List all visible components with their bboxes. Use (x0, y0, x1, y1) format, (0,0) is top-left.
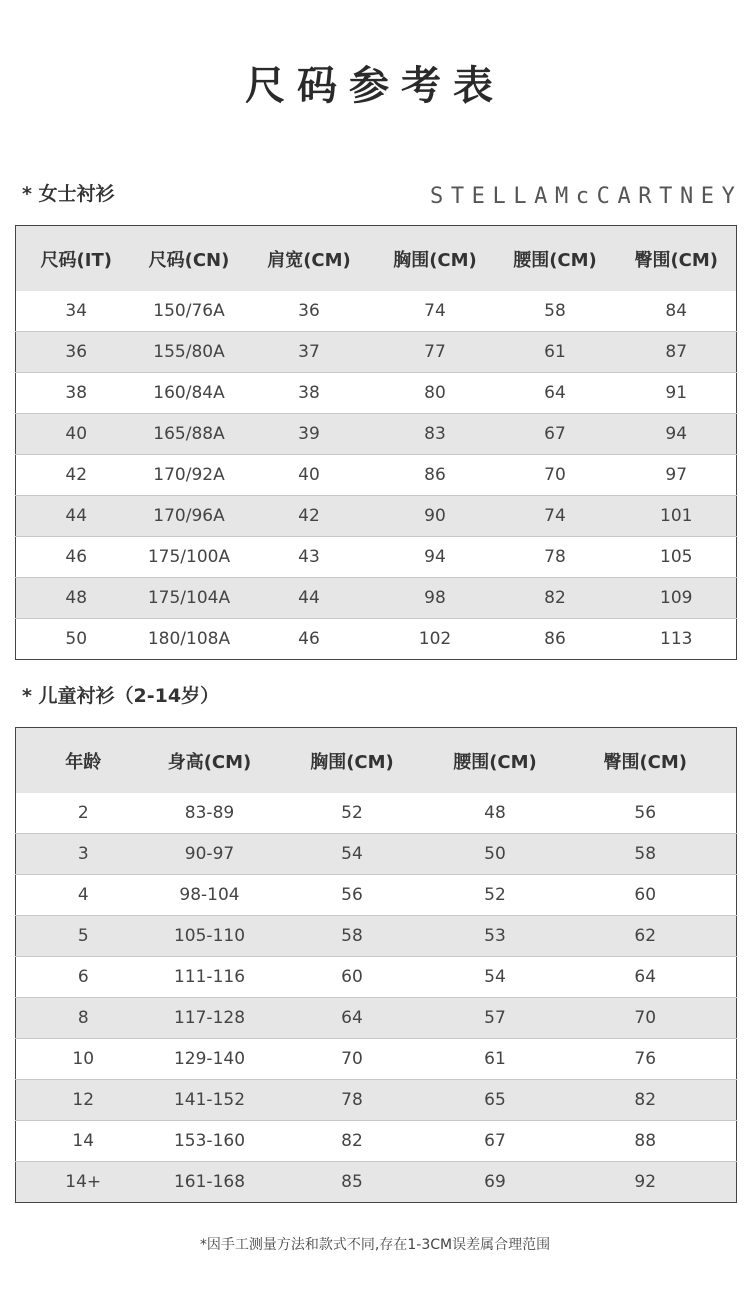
table-cell: 84 (665, 301, 688, 321)
table-cell: 56 (269, 875, 436, 916)
table-cell: 36 (298, 301, 320, 321)
table-row (16, 578, 737, 619)
table-cell: 90-97 (151, 834, 269, 875)
table-row (16, 414, 737, 455)
table-row (16, 957, 737, 998)
table-cell: 2 (77, 803, 89, 823)
brand-logo: S T E L L A M c C A R T N E Y (430, 183, 735, 209)
table-cell: 165/88A (137, 414, 242, 455)
table-cell: 69 (436, 1162, 555, 1203)
table-cell: 92 (555, 1162, 737, 1203)
table-cell: 52 (436, 875, 555, 916)
table-cell: 160/84A (137, 373, 242, 414)
table-cell: 44 (242, 578, 377, 619)
table-cell: 70 (555, 998, 737, 1039)
table-cell: 170/92A (137, 455, 242, 496)
women-size-table (15, 225, 737, 660)
table-row (16, 332, 737, 373)
table-cell: 34 (65, 301, 88, 321)
column-header: 年龄 (16, 728, 151, 794)
table-cell: 48 (16, 578, 137, 619)
table-cell: 180/108A (137, 619, 242, 660)
table-cell: 111-116 (151, 957, 269, 998)
table-cell: 46 (16, 537, 137, 578)
table-row (16, 619, 737, 660)
table-cell: 3 (16, 834, 151, 875)
table-cell: 14 (16, 1121, 151, 1162)
table-row (16, 1039, 737, 1080)
table-cell: 37 (242, 332, 377, 373)
table-cell: 117-128 (151, 998, 269, 1039)
table-cell: 98 (377, 578, 494, 619)
table-cell: 82 (269, 1121, 436, 1162)
table-cell: 62 (555, 916, 737, 957)
table-cell: 74 (494, 496, 617, 537)
table-cell: 77 (377, 332, 494, 373)
table-cell: 64 (555, 957, 737, 998)
table-cell: 78 (494, 537, 617, 578)
table-cell: 102 (377, 619, 494, 660)
kids-size-table (15, 727, 737, 1203)
table-cell: 94 (377, 537, 494, 578)
table-row (16, 373, 737, 414)
table-cell: 54 (436, 957, 555, 998)
table-cell: 5 (16, 916, 151, 957)
table-cell: 58 (555, 834, 737, 875)
table-row (16, 834, 737, 875)
table-cell: 161-168 (151, 1162, 269, 1203)
table-cell: 78 (269, 1080, 436, 1121)
table-cell: 64 (269, 998, 436, 1039)
table-cell: 40 (242, 455, 377, 496)
table-cell: 14+ (16, 1162, 151, 1203)
table-cell: 43 (242, 537, 377, 578)
table-cell: 58 (544, 301, 566, 321)
column-header: 尺码(CN) (137, 226, 242, 292)
table-cell: 61 (494, 332, 617, 373)
table-cell: 46 (242, 619, 377, 660)
table-cell: 67 (494, 414, 617, 455)
table-cell: 70 (494, 455, 617, 496)
table-cell: 80 (377, 373, 494, 414)
table-cell: 87 (617, 332, 737, 373)
table-cell: 83-89 (184, 803, 235, 823)
table-cell: 109 (617, 578, 737, 619)
table-row (16, 496, 737, 537)
column-header: 胸围(CM) (377, 226, 494, 292)
table-cell: 8 (16, 998, 151, 1039)
table-row (16, 1080, 737, 1121)
table-cell: 97 (617, 455, 737, 496)
table-cell: 94 (617, 414, 737, 455)
page-title: 尺码参考表 (245, 63, 505, 109)
table-cell: 91 (617, 373, 737, 414)
table-cell: 60 (269, 957, 436, 998)
table-cell: 76 (555, 1039, 737, 1080)
table-row (16, 916, 737, 957)
column-header: 尺码(IT) (16, 226, 137, 292)
table-row (16, 1162, 737, 1203)
table-cell: 67 (436, 1121, 555, 1162)
table-cell: 70 (269, 1039, 436, 1080)
table-cell: 85 (269, 1162, 436, 1203)
table-row (16, 291, 737, 332)
table-cell: 129-140 (151, 1039, 269, 1080)
table-row (16, 793, 737, 834)
column-header: 臀围(CM) (617, 226, 737, 292)
table-cell: 57 (436, 998, 555, 1039)
table-cell: 105 (617, 537, 737, 578)
table-cell: 60 (555, 875, 737, 916)
table-cell: 170/96A (137, 496, 242, 537)
table-cell: 42 (242, 496, 377, 537)
table-cell: 58 (269, 916, 436, 957)
table-cell: 50 (16, 619, 137, 660)
table-cell: 155/80A (137, 332, 242, 373)
table-cell: 82 (555, 1080, 737, 1121)
column-header: 胸围(CM) (269, 728, 436, 794)
table-cell: 175/100A (137, 537, 242, 578)
table-cell: 82 (494, 578, 617, 619)
table-cell: 4 (16, 875, 151, 916)
table-cell: 64 (494, 373, 617, 414)
measurement-note: *因手工测量方法和款式不同,存在1-3CM误差属合理范围 (199, 1237, 551, 1253)
table-cell: 83 (377, 414, 494, 455)
table-cell: 52 (341, 803, 363, 823)
table-cell: 65 (436, 1080, 555, 1121)
table-cell: 44 (16, 496, 137, 537)
table-row (16, 1121, 737, 1162)
column-header: 腰围(CM) (494, 226, 617, 292)
kids-section-label: * 儿童衬衫（2-14岁） (22, 685, 220, 707)
table-cell: 38 (242, 373, 377, 414)
table-cell: 53 (436, 916, 555, 957)
table-cell: 36 (16, 332, 137, 373)
table-cell: 175/104A (137, 578, 242, 619)
table-cell: 153-160 (151, 1121, 269, 1162)
table-cell: 12 (16, 1080, 151, 1121)
table-cell: 61 (436, 1039, 555, 1080)
table-cell: 101 (617, 496, 737, 537)
table-cell: 38 (16, 373, 137, 414)
table-cell: 86 (377, 455, 494, 496)
column-header: 腰围(CM) (436, 728, 555, 794)
women-section-label: * 女士衬衫 (22, 183, 115, 205)
table-cell: 6 (16, 957, 151, 998)
table-cell: 54 (269, 834, 436, 875)
table-cell: 113 (617, 619, 737, 660)
column-header: 身高(CM) (151, 728, 269, 794)
table-row (16, 875, 737, 916)
table-row (16, 537, 737, 578)
table-cell: 40 (16, 414, 137, 455)
column-header: 肩宽(CM) (242, 226, 377, 292)
table-cell: 56 (634, 803, 657, 823)
table-cell: 48 (484, 803, 506, 823)
table-row (16, 998, 737, 1039)
table-cell: 86 (494, 619, 617, 660)
table-cell: 150/76A (153, 301, 225, 321)
table-cell: 74 (424, 301, 446, 321)
column-header: 臀围(CM) (555, 728, 737, 794)
table-cell: 141-152 (151, 1080, 269, 1121)
table-cell: 90 (377, 496, 494, 537)
table-cell: 42 (16, 455, 137, 496)
table-cell: 10 (16, 1039, 151, 1080)
table-cell: 39 (242, 414, 377, 455)
table-cell: 50 (436, 834, 555, 875)
table-row (16, 455, 737, 496)
table-cell: 98-104 (151, 875, 269, 916)
table-cell: 88 (555, 1121, 737, 1162)
table-cell: 105-110 (151, 916, 269, 957)
